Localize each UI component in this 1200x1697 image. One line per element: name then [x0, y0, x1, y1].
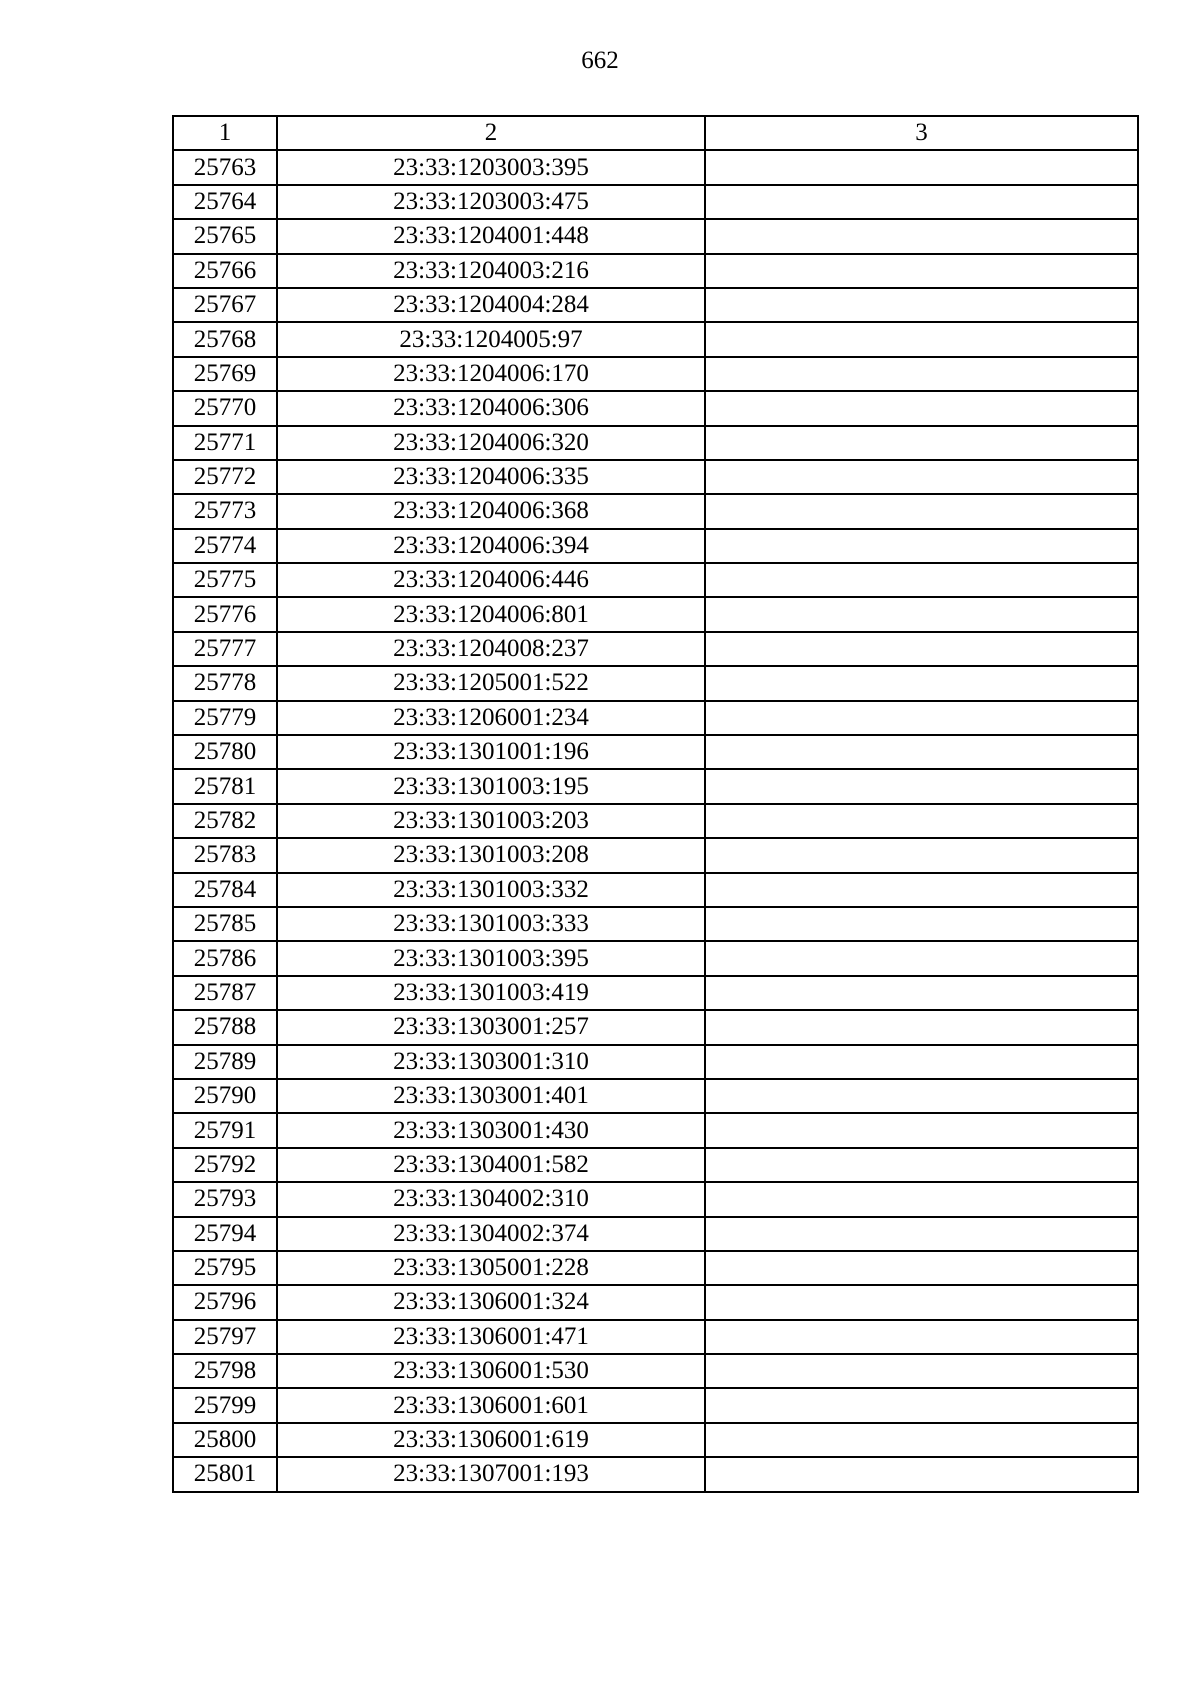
- note-cell: [705, 391, 1138, 425]
- table-row: [173, 632, 1138, 666]
- row-number-cell: 25787: [173, 976, 277, 1010]
- table-row: [173, 873, 1138, 907]
- row-number-cell: 25765: [173, 219, 277, 253]
- note-cell: [705, 735, 1138, 769]
- note-cell: [705, 426, 1138, 460]
- cadastral-number-cell: 23:33:1204001:448: [277, 219, 705, 253]
- cadastral-number-cell: 23:33:1301003:203: [277, 804, 705, 838]
- row-number-cell: 25776: [173, 597, 277, 631]
- row-number-cell: 25779: [173, 701, 277, 735]
- cadastral-number-cell: 23:33:1301003:332: [277, 873, 705, 907]
- note-cell: [705, 1079, 1138, 1113]
- note-cell: [705, 873, 1138, 907]
- row-number-cell: 25783: [173, 838, 277, 872]
- cadastral-number-cell: 23:33:1306001:471: [277, 1320, 705, 1354]
- note-cell: [705, 597, 1138, 631]
- cadastral-number-cell: 23:33:1204006:320: [277, 426, 705, 460]
- row-number-cell: 25775: [173, 563, 277, 597]
- note-cell: [705, 1423, 1138, 1457]
- cadastral-number-cell: 23:33:1304002:374: [277, 1217, 705, 1251]
- row-number-cell: 25770: [173, 391, 277, 425]
- row-number-cell: 25782: [173, 804, 277, 838]
- table-row: [173, 185, 1138, 219]
- cadastral-number-cell: 23:33:1307001:193: [277, 1457, 705, 1491]
- table-row: [173, 254, 1138, 288]
- row-number-cell: 25768: [173, 322, 277, 356]
- table-row: [173, 804, 1138, 838]
- note-cell: [705, 322, 1138, 356]
- note-cell: [705, 1251, 1138, 1285]
- table-row: [173, 1354, 1138, 1388]
- table-row: [173, 1182, 1138, 1216]
- note-cell: [705, 666, 1138, 700]
- cadastral-number-cell: 23:33:1205001:522: [277, 666, 705, 700]
- row-number-cell: 25769: [173, 357, 277, 391]
- note-cell: [705, 288, 1138, 322]
- row-number-cell: 25772: [173, 460, 277, 494]
- table-row: [173, 322, 1138, 356]
- note-cell: [705, 804, 1138, 838]
- row-number-cell: 25777: [173, 632, 277, 666]
- note-cell: [705, 907, 1138, 941]
- cadastral-number-cell: 23:33:1204006:170: [277, 357, 705, 391]
- cadastral-number-cell: 23:33:1204006:801: [277, 597, 705, 631]
- cadastral-number-cell: 23:33:1301003:208: [277, 838, 705, 872]
- row-number-cell: 25771: [173, 426, 277, 460]
- note-cell: [705, 632, 1138, 666]
- row-number-cell: 25800: [173, 1423, 277, 1457]
- table-row: [173, 1148, 1138, 1182]
- note-cell: [705, 494, 1138, 528]
- cadastral-number-cell: 23:33:1306001:619: [277, 1423, 705, 1457]
- note-cell: [705, 1388, 1138, 1422]
- note-cell: [705, 529, 1138, 563]
- table-row: [173, 288, 1138, 322]
- note-cell: [705, 1045, 1138, 1079]
- row-number-cell: 25774: [173, 529, 277, 563]
- row-number-cell: 25801: [173, 1457, 277, 1491]
- table-row: [173, 1079, 1138, 1113]
- row-number-cell: 25792: [173, 1148, 277, 1182]
- cadastral-number-cell: 23:33:1204008:237: [277, 632, 705, 666]
- cadastral-number-cell: 23:33:1204005:97: [277, 322, 705, 356]
- page-number: 662: [581, 47, 619, 74]
- table-row: [173, 357, 1138, 391]
- table-row: [173, 941, 1138, 975]
- cadastral-number-cell: 23:33:1301001:196: [277, 735, 705, 769]
- note-cell: [705, 701, 1138, 735]
- row-number-cell: 25766: [173, 254, 277, 288]
- note-cell: [705, 1285, 1138, 1319]
- table-row: [173, 426, 1138, 460]
- row-number-cell: 25784: [173, 873, 277, 907]
- table-row: [173, 460, 1138, 494]
- note-cell: [705, 357, 1138, 391]
- table-row: [173, 735, 1138, 769]
- row-number-cell: 25798: [173, 1354, 277, 1388]
- note-cell: [705, 150, 1138, 184]
- cadastral-number-cell: 23:33:1304002:310: [277, 1182, 705, 1216]
- row-number-cell: 25793: [173, 1182, 277, 1216]
- row-number-cell: 25785: [173, 907, 277, 941]
- cadastral-number-cell: 23:33:1206001:234: [277, 701, 705, 735]
- row-number-cell: 25789: [173, 1045, 277, 1079]
- cadastral-number-cell: 23:33:1304001:582: [277, 1148, 705, 1182]
- table-row: [173, 150, 1138, 184]
- cadastral-number-cell: 23:33:1203003:395: [277, 150, 705, 184]
- table-row: [173, 701, 1138, 735]
- table-row: [173, 1423, 1138, 1457]
- table-row: [173, 1113, 1138, 1147]
- row-number-cell: 25799: [173, 1388, 277, 1422]
- cadastral-number-cell: 23:33:1303001:257: [277, 1010, 705, 1044]
- table-body: [173, 150, 1138, 1491]
- table-row: [173, 1388, 1138, 1422]
- note-cell: [705, 1320, 1138, 1354]
- row-number-cell: 25767: [173, 288, 277, 322]
- row-number-cell: 25795: [173, 1251, 277, 1285]
- cadastral-number-cell: 23:33:1303001:401: [277, 1079, 705, 1113]
- column-header-3: 3: [705, 116, 1138, 150]
- cadastral-number-cell: 23:33:1204006:306: [277, 391, 705, 425]
- note-cell: [705, 941, 1138, 975]
- table-row: [173, 1217, 1138, 1251]
- row-number-cell: 25781: [173, 769, 277, 803]
- table-row: [173, 494, 1138, 528]
- table-row: [173, 1285, 1138, 1319]
- table-header-row: [173, 116, 1138, 150]
- cadastral-number-cell: 23:33:1203003:475: [277, 185, 705, 219]
- cadastral-number-cell: 23:33:1301003:333: [277, 907, 705, 941]
- note-cell: [705, 460, 1138, 494]
- note-cell: [705, 769, 1138, 803]
- row-number-cell: 25763: [173, 150, 277, 184]
- table-row: [173, 391, 1138, 425]
- cadastral-number-cell: 23:33:1301003:195: [277, 769, 705, 803]
- note-cell: [705, 976, 1138, 1010]
- note-cell: [705, 219, 1138, 253]
- cadastral-number-cell: 23:33:1306001:530: [277, 1354, 705, 1388]
- registry-table: [172, 115, 1139, 1493]
- table-row: [173, 597, 1138, 631]
- table-row: [173, 1010, 1138, 1044]
- cadastral-number-cell: 23:33:1303001:310: [277, 1045, 705, 1079]
- table-row: [173, 976, 1138, 1010]
- table-row: [173, 1457, 1138, 1491]
- table-row: [173, 529, 1138, 563]
- cadastral-number-cell: 23:33:1204003:216: [277, 254, 705, 288]
- row-number-cell: 25791: [173, 1113, 277, 1147]
- cadastral-number-cell: 23:33:1204006:446: [277, 563, 705, 597]
- table-row: [173, 219, 1138, 253]
- row-number-cell: 25773: [173, 494, 277, 528]
- row-number-cell: 25796: [173, 1285, 277, 1319]
- row-number-cell: 25788: [173, 1010, 277, 1044]
- cadastral-number-cell: 23:33:1204006:368: [277, 494, 705, 528]
- row-number-cell: 25780: [173, 735, 277, 769]
- note-cell: [705, 254, 1138, 288]
- note-cell: [705, 1148, 1138, 1182]
- note-cell: [705, 1217, 1138, 1251]
- cadastral-number-cell: 23:33:1301003:395: [277, 941, 705, 975]
- table-row: [173, 1251, 1138, 1285]
- cadastral-number-cell: 23:33:1303001:430: [277, 1113, 705, 1147]
- row-number-cell: 25764: [173, 185, 277, 219]
- table-row: [173, 1320, 1138, 1354]
- cadastral-number-cell: 23:33:1204006:335: [277, 460, 705, 494]
- note-cell: [705, 1113, 1138, 1147]
- cadastral-number-cell: 23:33:1306001:324: [277, 1285, 705, 1319]
- row-number-cell: 25778: [173, 666, 277, 700]
- note-cell: [705, 563, 1138, 597]
- table-row: [173, 907, 1138, 941]
- cadastral-number-cell: 23:33:1305001:228: [277, 1251, 705, 1285]
- table-row: [173, 838, 1138, 872]
- note-cell: [705, 1354, 1138, 1388]
- cadastral-number-cell: 23:33:1204004:284: [277, 288, 705, 322]
- cadastral-number-cell: 23:33:1301003:419: [277, 976, 705, 1010]
- note-cell: [705, 1010, 1138, 1044]
- row-number-cell: 25786: [173, 941, 277, 975]
- table-row: [173, 1045, 1138, 1079]
- note-cell: [705, 1457, 1138, 1491]
- table-row: [173, 563, 1138, 597]
- row-number-cell: 25790: [173, 1079, 277, 1113]
- column-header-1: 1: [173, 116, 277, 150]
- table-row: [173, 769, 1138, 803]
- note-cell: [705, 185, 1138, 219]
- table-row: [173, 666, 1138, 700]
- note-cell: [705, 838, 1138, 872]
- column-header-2: 2: [277, 116, 705, 150]
- row-number-cell: 25797: [173, 1320, 277, 1354]
- note-cell: [705, 1182, 1138, 1216]
- row-number-cell: 25794: [173, 1217, 277, 1251]
- cadastral-number-cell: 23:33:1204006:394: [277, 529, 705, 563]
- cadastral-number-cell: 23:33:1306001:601: [277, 1388, 705, 1422]
